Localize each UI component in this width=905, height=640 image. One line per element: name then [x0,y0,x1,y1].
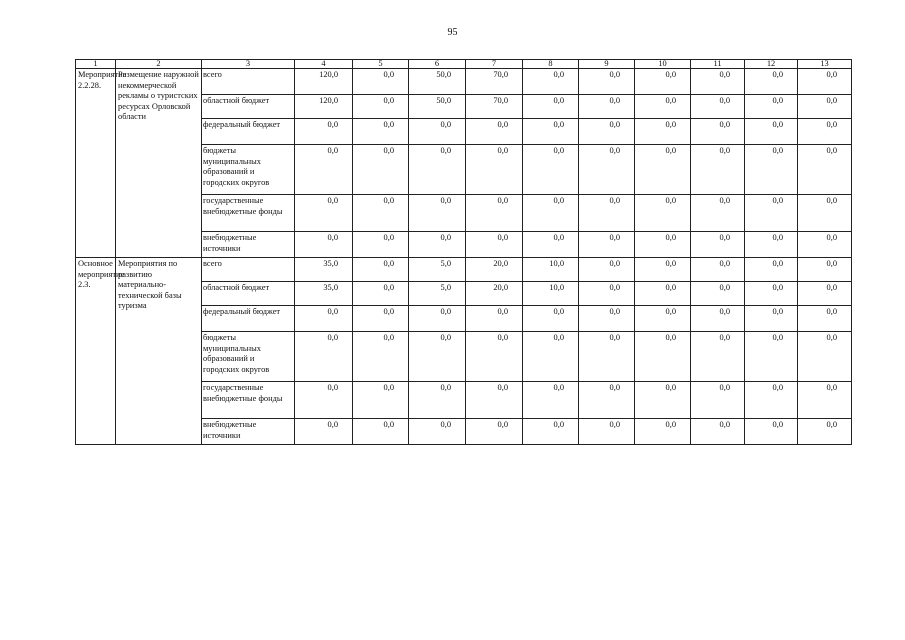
value-cell: 0,0 [579,69,635,95]
page-number: 95 [447,27,458,38]
funding-source: всего [202,258,295,282]
value-cell: 0,0 [745,258,798,282]
value-cell: 0,0 [635,232,691,258]
column-number-10: 10 [635,60,691,69]
value-cell: 0,0 [691,382,745,419]
value-cell: 0,0 [691,119,745,145]
value-cell: 0,0 [523,382,579,419]
value-cell: 20,0 [466,282,523,306]
value-cell: 0,0 [523,195,579,232]
value-cell: 0,0 [579,258,635,282]
activity-code: Основное мероприятие 2.3. [76,258,116,445]
funding-source: федеральный бюджет [202,119,295,145]
value-cell: 0,0 [353,119,409,145]
value-cell: 0,0 [798,306,852,332]
funding-source: федеральный бюджет [202,306,295,332]
table-row [76,69,852,95]
column-number-12: 12 [745,60,798,69]
value-cell: 0,0 [691,69,745,95]
funding-source: государственные внебюджетные фонды [202,195,295,232]
header-row [76,60,852,69]
value-cell: 0,0 [409,232,466,258]
value-cell: 0,0 [353,258,409,282]
value-cell: 0,0 [579,382,635,419]
value-cell: 0,0 [295,232,353,258]
column-number-3: 3 [202,60,295,69]
funding-source: государственные внебюджетные фонды [202,382,295,419]
column-number-6: 6 [409,60,466,69]
value-cell: 50,0 [409,95,466,119]
value-cell: 0,0 [798,95,852,119]
activity-code: Мероприятие 2.2.28. [76,69,116,258]
value-cell: 0,0 [745,232,798,258]
table-row [76,258,852,282]
value-cell: 0,0 [409,382,466,419]
value-cell: 0,0 [295,119,353,145]
value-cell: 0,0 [409,306,466,332]
value-cell: 0,0 [691,95,745,119]
value-cell: 0,0 [353,232,409,258]
value-cell: 0,0 [409,145,466,195]
value-cell: 0,0 [635,332,691,382]
value-cell: 0,0 [798,69,852,95]
value-cell: 0,0 [523,232,579,258]
value-cell: 0,0 [353,145,409,195]
column-number-1: 1 [76,60,116,69]
value-cell: 0,0 [691,306,745,332]
value-cell: 20,0 [466,258,523,282]
value-cell: 0,0 [635,382,691,419]
value-cell: 5,0 [409,282,466,306]
funding-source: внебюджетные источники [202,232,295,258]
value-cell: 0,0 [466,382,523,419]
value-cell: 0,0 [523,95,579,119]
value-cell: 0,0 [579,282,635,306]
value-cell: 0,0 [745,95,798,119]
value-cell: 0,0 [295,195,353,232]
value-cell: 0,0 [691,232,745,258]
value-cell: 5,0 [409,258,466,282]
value-cell: 0,0 [466,195,523,232]
value-cell: 70,0 [466,69,523,95]
activity-name: Размещение наружной некоммерческой рекламы о туристских ресурсах Орловской области [116,69,202,258]
value-cell: 70,0 [466,95,523,119]
value-cell: 0,0 [579,95,635,119]
value-cell: 0,0 [579,332,635,382]
value-cell: 0,0 [295,419,353,445]
value-cell: 0,0 [745,332,798,382]
value-cell: 0,0 [798,332,852,382]
value-cell: 0,0 [409,419,466,445]
value-cell: 0,0 [635,119,691,145]
column-number-2: 2 [116,60,202,69]
value-cell: 10,0 [523,282,579,306]
funding-source: областной бюджет [202,95,295,119]
value-cell: 0,0 [409,119,466,145]
value-cell: 0,0 [295,382,353,419]
value-cell: 0,0 [691,195,745,232]
value-cell: 0,0 [745,282,798,306]
funding-source: бюджеты муниципальных образований и городских округов [202,145,295,195]
value-cell: 0,0 [691,282,745,306]
value-cell: 0,0 [635,282,691,306]
value-cell: 0,0 [798,119,852,145]
column-number-7: 7 [466,60,523,69]
funding-source: бюджеты муниципальных образований и городских округов [202,332,295,382]
value-cell: 0,0 [798,382,852,419]
value-cell: 0,0 [353,95,409,119]
value-cell: 0,0 [466,145,523,195]
value-cell: 0,0 [745,195,798,232]
value-cell: 0,0 [579,119,635,145]
value-cell: 0,0 [353,382,409,419]
value-cell: 0,0 [295,332,353,382]
column-number-4: 4 [295,60,353,69]
value-cell: 0,0 [691,332,745,382]
value-cell: 0,0 [691,419,745,445]
value-cell: 0,0 [635,95,691,119]
value-cell: 0,0 [635,419,691,445]
value-cell: 0,0 [745,119,798,145]
value-cell: 0,0 [353,419,409,445]
value-cell: 0,0 [635,195,691,232]
value-cell: 0,0 [295,145,353,195]
column-number-13: 13 [798,60,852,69]
value-cell: 0,0 [466,306,523,332]
value-cell: 0,0 [745,69,798,95]
value-cell: 0,0 [798,195,852,232]
value-cell: 0,0 [409,195,466,232]
value-cell: 0,0 [745,306,798,332]
value-cell: 0,0 [798,145,852,195]
value-cell: 0,0 [745,145,798,195]
value-cell: 0,0 [635,69,691,95]
value-cell: 0,0 [745,382,798,419]
activity-name: Мероприятия по развитию материально-технической базы туризма [116,258,202,445]
value-cell: 120,0 [295,69,353,95]
value-cell: 0,0 [353,69,409,95]
value-cell: 0,0 [635,306,691,332]
value-cell: 0,0 [798,232,852,258]
value-cell: 0,0 [523,119,579,145]
value-cell: 0,0 [353,306,409,332]
column-number-11: 11 [691,60,745,69]
funding-source: всего [202,69,295,95]
column-number-9: 9 [579,60,635,69]
value-cell: 0,0 [353,195,409,232]
value-cell: 0,0 [579,232,635,258]
value-cell: 0,0 [353,282,409,306]
value-cell: 35,0 [295,282,353,306]
value-cell: 0,0 [579,419,635,445]
budget-table [75,59,852,445]
value-cell: 0,0 [523,332,579,382]
column-number-5: 5 [353,60,409,69]
value-cell: 0,0 [466,419,523,445]
value-cell: 0,0 [635,145,691,195]
value-cell: 35,0 [295,258,353,282]
value-cell: 0,0 [523,306,579,332]
funding-source: внебюджетные источники [202,419,295,445]
value-cell: 0,0 [745,419,798,445]
value-cell: 0,0 [579,306,635,332]
value-cell: 0,0 [295,306,353,332]
value-cell: 0,0 [635,258,691,282]
value-cell: 0,0 [409,332,466,382]
value-cell: 0,0 [579,195,635,232]
table-body [76,69,852,445]
value-cell: 0,0 [798,282,852,306]
value-cell: 0,0 [691,258,745,282]
value-cell: 0,0 [798,258,852,282]
value-cell: 0,0 [523,69,579,95]
value-cell: 0,0 [579,145,635,195]
value-cell: 0,0 [798,419,852,445]
value-cell: 0,0 [691,145,745,195]
value-cell: 0,0 [466,232,523,258]
value-cell: 0,0 [353,332,409,382]
value-cell: 0,0 [466,119,523,145]
value-cell: 50,0 [409,69,466,95]
value-cell: 120,0 [295,95,353,119]
funding-source: областной бюджет [202,282,295,306]
column-number-8: 8 [523,60,579,69]
value-cell: 0,0 [523,145,579,195]
value-cell: 0,0 [466,332,523,382]
value-cell: 10,0 [523,258,579,282]
value-cell: 0,0 [523,419,579,445]
